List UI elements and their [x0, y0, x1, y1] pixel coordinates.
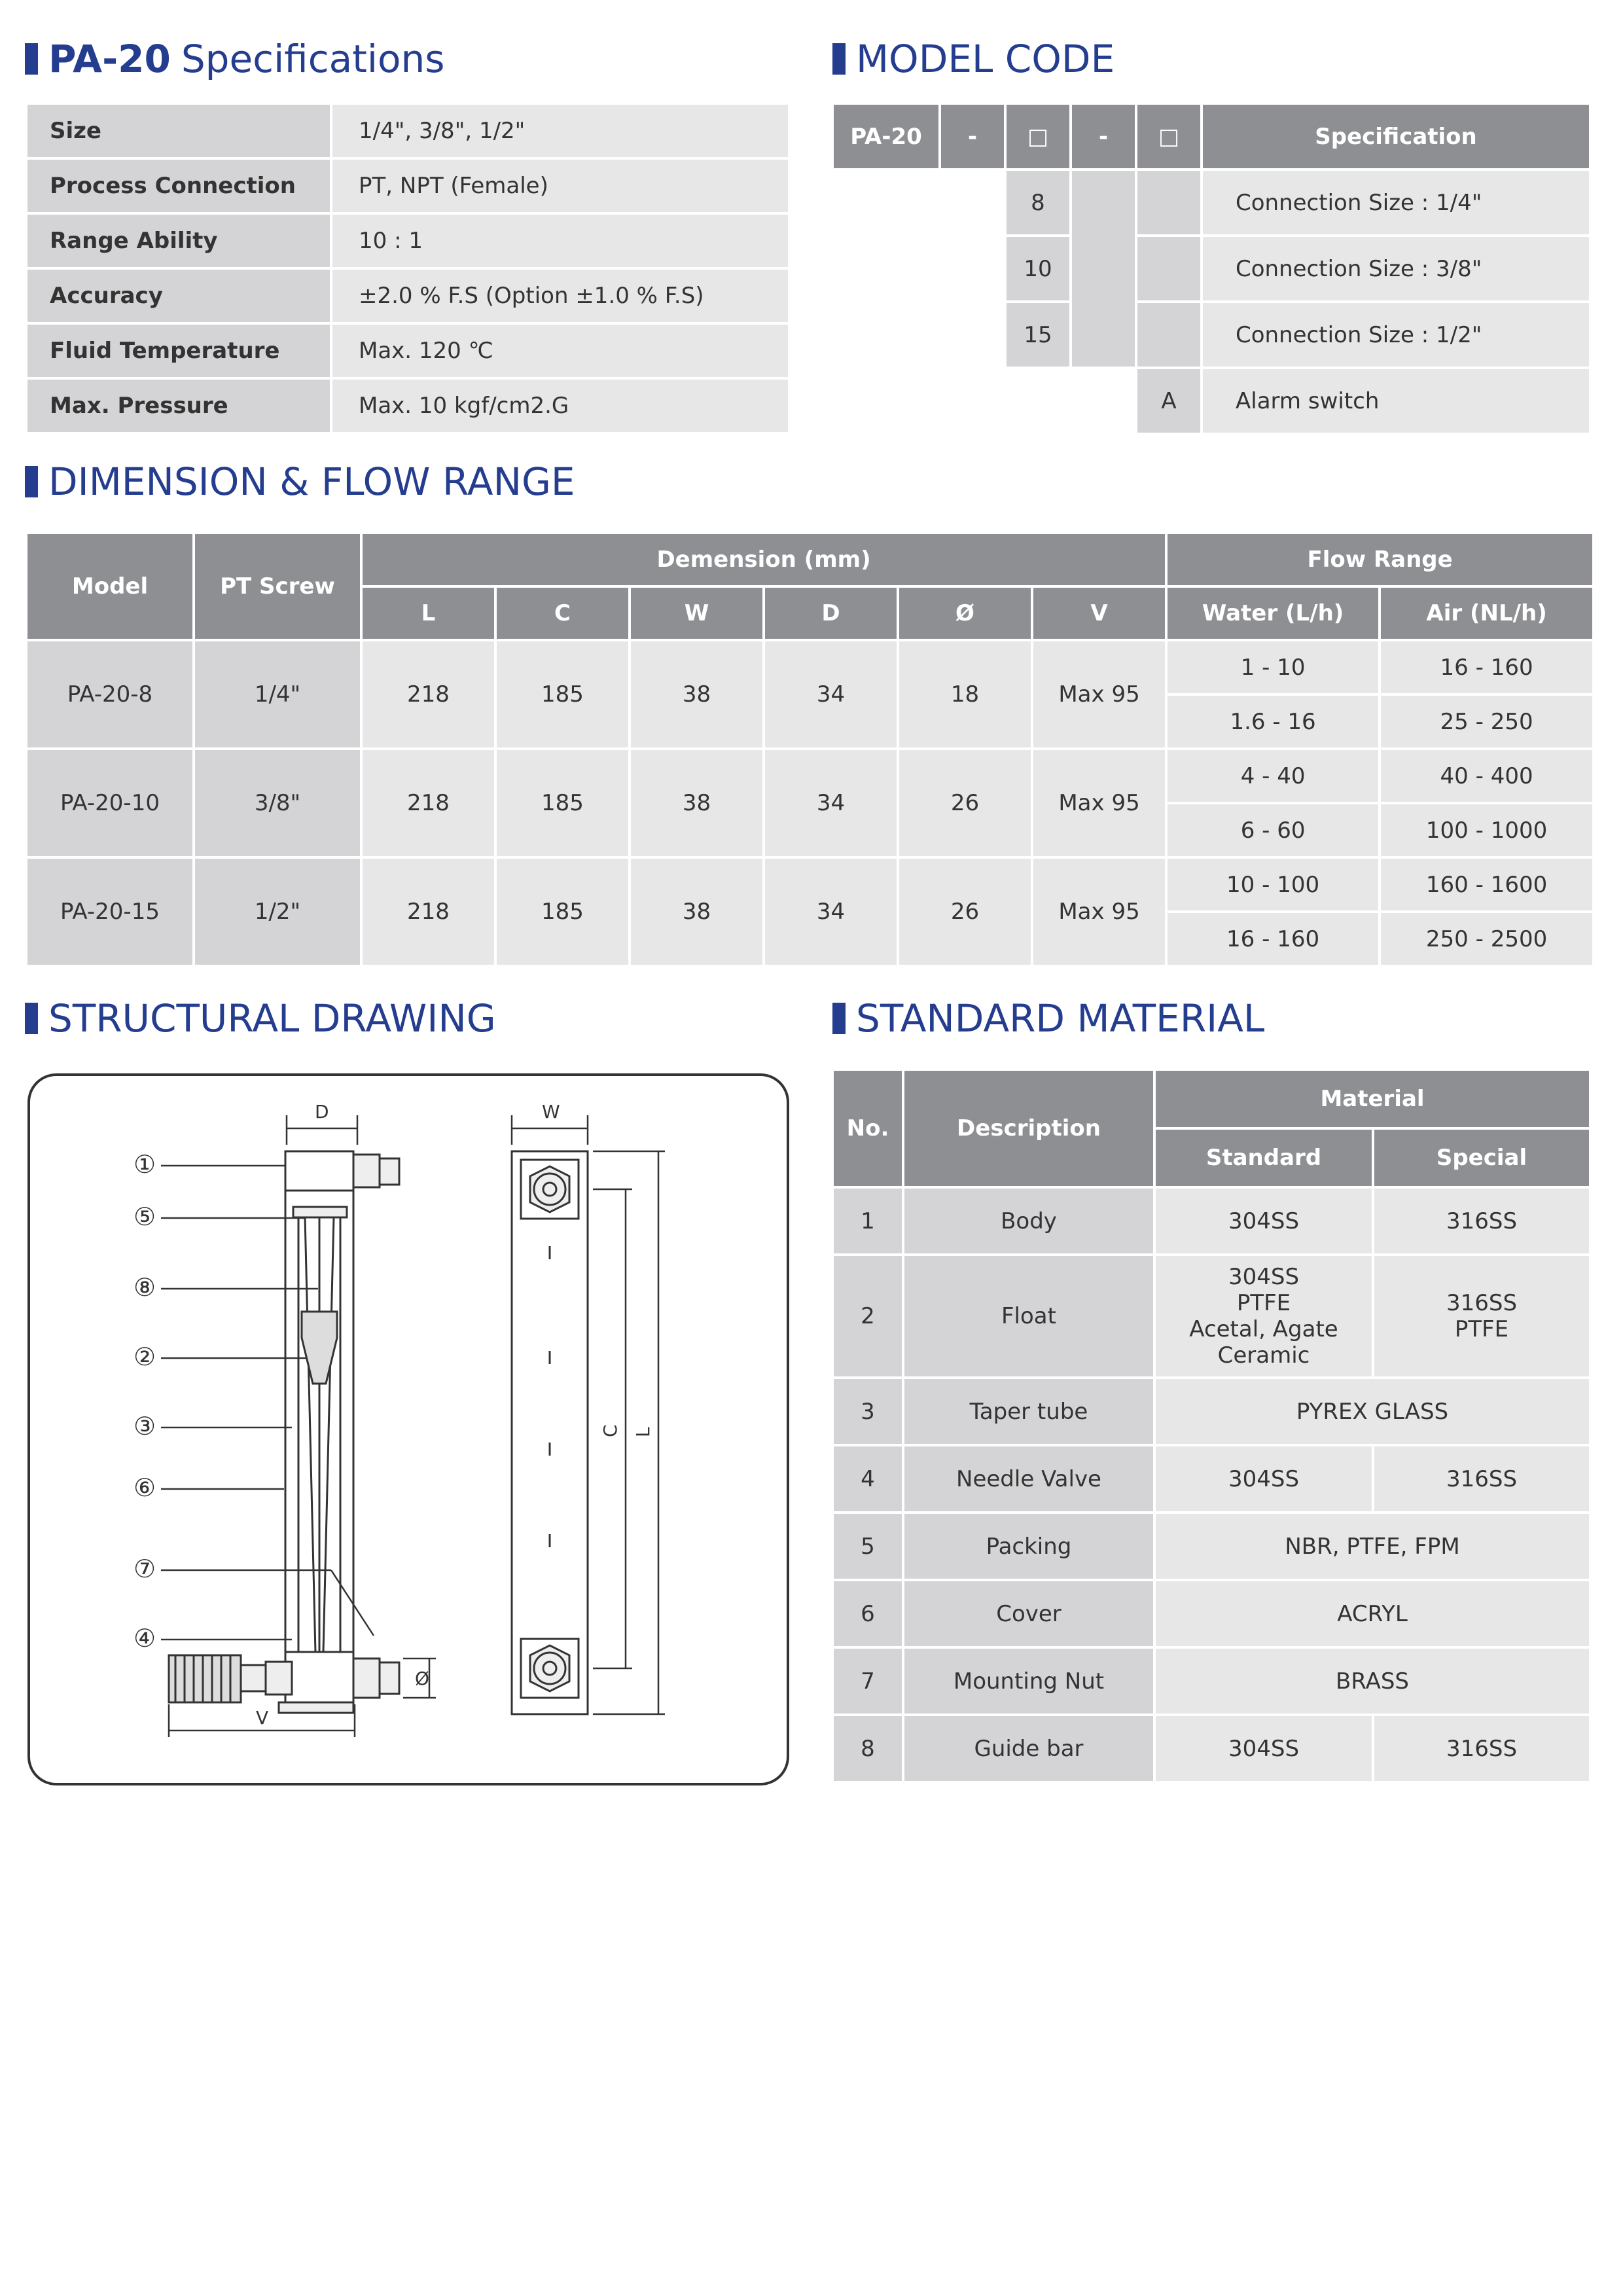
v-cell: Max 95	[1032, 640, 1166, 749]
special-cell: 316SS	[1373, 1187, 1590, 1255]
table-row	[832, 1647, 1590, 1715]
structural-drawing	[27, 1073, 789, 1785]
model-code-spec: Alarm switch	[1202, 368, 1590, 434]
material-title	[832, 995, 1264, 1042]
model-cell: PA-20-15	[26, 857, 194, 966]
material-table	[831, 1068, 1592, 1784]
desc-cell: Guide bar	[903, 1715, 1154, 1782]
label-D: D	[315, 1101, 329, 1122]
spec-key: Process Connection	[26, 158, 331, 213]
spec-table	[25, 102, 791, 435]
header-L: L	[361, 586, 495, 640]
model-code-header-cell: PA-20	[832, 103, 940, 170]
model-code-table	[831, 102, 1592, 435]
v-cell: Max 95	[1032, 857, 1166, 966]
front-view	[169, 1151, 399, 1713]
phi-cell: 26	[898, 857, 1032, 966]
drawing-svg	[30, 1076, 787, 1783]
standard-cell: 304SS	[1154, 1715, 1373, 1782]
table-row	[26, 749, 1594, 803]
title-marker	[25, 43, 38, 75]
spec-row	[26, 213, 789, 268]
no-cell: 1	[832, 1187, 903, 1255]
table-row	[26, 857, 1594, 912]
model-cell: PA-20-10	[26, 749, 194, 857]
size-code: 15	[1005, 302, 1071, 368]
size-code: 8	[1005, 170, 1071, 236]
model-code-row	[832, 236, 1590, 302]
label-W: W	[542, 1101, 560, 1122]
model-code-header-cell: -	[1071, 103, 1136, 170]
pt-cell: 3/8"	[194, 749, 361, 857]
water-cell: 1.6 - 16	[1166, 694, 1380, 749]
standard-line: Acetal, Agate	[1189, 1316, 1338, 1342]
dimension-table	[25, 531, 1595, 967]
v-cell: Max 95	[1032, 749, 1166, 857]
d-cell: 34	[764, 857, 898, 966]
header-description: Description	[903, 1069, 1154, 1187]
label-V: V	[256, 1707, 269, 1729]
spec-title-text: Specifications	[181, 37, 445, 81]
standard-cell: 304SS	[1154, 1187, 1373, 1255]
spec-value: ±2.0 % F.S (Option ±1.0 % F.S)	[331, 268, 789, 323]
spec-key: Range Ability	[26, 213, 331, 268]
side-view	[512, 1151, 588, 1714]
title-marker	[832, 43, 846, 75]
spec-row	[26, 103, 789, 158]
label-L: L	[632, 1427, 654, 1437]
no-cell: 7	[832, 1647, 903, 1715]
material-cell: ACRYL	[1154, 1580, 1590, 1647]
header-phi: Ø	[898, 586, 1032, 640]
header-C: C	[495, 586, 630, 640]
callout-6: ⑥	[134, 1473, 156, 1502]
desc-cell: Needle Valve	[903, 1445, 1154, 1513]
c-cell: 185	[495, 749, 630, 857]
option-code: A	[1136, 368, 1202, 434]
l-cell: 218	[361, 857, 495, 966]
desc-cell: Cover	[903, 1580, 1154, 1647]
drawing-title	[25, 995, 496, 1042]
model-code-title	[832, 35, 1115, 82]
pt-cell: 1/2"	[194, 857, 361, 966]
callout-1: ①	[134, 1150, 156, 1179]
model-code-header-cell: □	[1005, 103, 1071, 170]
material-title-text: STANDARD MATERIAL	[856, 996, 1265, 1041]
phi-cell: 26	[898, 749, 1032, 857]
water-cell: 16 - 160	[1166, 912, 1380, 966]
table-row	[832, 1445, 1590, 1513]
model-code-header-cell: -	[940, 103, 1005, 170]
table-row	[26, 640, 1594, 694]
material-cell: PYREX GLASS	[1154, 1378, 1590, 1445]
header-D: D	[764, 586, 898, 640]
spec-value: Max. 10 kgf/cm2.G	[331, 378, 789, 433]
air-cell: 100 - 1000	[1380, 803, 1594, 857]
title-marker	[25, 466, 38, 497]
spec-title-model: PA-20	[48, 37, 171, 81]
callout-7: ⑦	[134, 1554, 156, 1583]
callout-group	[134, 1150, 156, 1653]
standard-line: Ceramic	[1217, 1342, 1310, 1369]
pt-cell: 1/4"	[194, 640, 361, 749]
standard-cell: 304SS	[1154, 1445, 1373, 1513]
no-cell: 8	[832, 1715, 903, 1782]
material-cell: NBR, PTFE, FPM	[1154, 1513, 1590, 1580]
header-pt-screw: PT Screw	[194, 533, 361, 640]
l-cell: 218	[361, 640, 495, 749]
callout-3: ③	[134, 1412, 156, 1441]
spec-row	[26, 158, 789, 213]
header-W: W	[630, 586, 764, 640]
model-code-spec: Connection Size : 3/8"	[1202, 236, 1590, 302]
standard-line: PTFE	[1236, 1290, 1291, 1316]
table-row	[832, 1580, 1590, 1647]
spec-key: Accuracy	[26, 268, 331, 323]
header-no: No.	[832, 1069, 903, 1187]
spec-value: 10 : 1	[331, 213, 789, 268]
model-code-row	[832, 368, 1590, 434]
no-cell: 5	[832, 1513, 903, 1580]
water-cell: 6 - 60	[1166, 803, 1380, 857]
spec-key: Max. Pressure	[26, 378, 331, 433]
c-cell: 185	[495, 640, 630, 749]
standard-line: 304SS	[1228, 1264, 1300, 1290]
w-cell: 38	[630, 749, 764, 857]
water-cell: 10 - 100	[1166, 857, 1380, 912]
dimension-title-text: DIMENSION & FLOW RANGE	[48, 459, 575, 504]
spec-value: PT, NPT (Female)	[331, 158, 789, 213]
callout-4: ④	[134, 1624, 156, 1653]
model-code-row	[832, 302, 1590, 368]
spec-value: Max. 120 ℃	[331, 323, 789, 378]
label-phi: Ø	[415, 1668, 430, 1689]
model-code-spec: Connection Size : 1/4"	[1202, 170, 1590, 236]
dimension-header-row	[26, 533, 1594, 586]
no-cell: 3	[832, 1378, 903, 1445]
header-flow-range: Flow Range	[1166, 533, 1594, 586]
table-row	[832, 1513, 1590, 1580]
special-cell: 316SS	[1373, 1715, 1590, 1782]
spec-row	[26, 268, 789, 323]
water-cell: 1 - 10	[1166, 640, 1380, 694]
size-code: 10	[1005, 236, 1071, 302]
no-cell: 6	[832, 1580, 903, 1647]
desc-cell: Float	[903, 1255, 1154, 1378]
title-marker	[832, 1003, 846, 1034]
dimension-title	[25, 458, 575, 505]
header-air: Air (NL/h)	[1380, 586, 1594, 640]
w-cell: 38	[630, 640, 764, 749]
material-header-row	[832, 1069, 1590, 1128]
special-cell	[1373, 1255, 1590, 1378]
model-code-header-row	[832, 103, 1590, 170]
material-cell: BRASS	[1154, 1647, 1590, 1715]
header-water: Water (L/h)	[1166, 586, 1380, 640]
spec-row	[26, 378, 789, 433]
water-cell: 4 - 40	[1166, 749, 1380, 803]
l-cell: 218	[361, 749, 495, 857]
special-line: PTFE	[1454, 1316, 1509, 1342]
header-standard: Standard	[1154, 1128, 1373, 1187]
callout-8: ⑧	[134, 1273, 156, 1302]
spec-key: Fluid Temperature	[26, 323, 331, 378]
title-marker	[25, 1003, 38, 1034]
table-row	[832, 1715, 1590, 1782]
special-cell: 316SS	[1373, 1445, 1590, 1513]
air-cell: 160 - 1600	[1380, 857, 1594, 912]
c-cell: 185	[495, 857, 630, 966]
no-cell: 4	[832, 1445, 903, 1513]
spec-value: 1/4", 3/8", 1/2"	[331, 103, 789, 158]
callout-5: ⑤	[134, 1202, 156, 1231]
leader-lines	[161, 1166, 374, 1640]
model-cell: PA-20-8	[26, 640, 194, 749]
w-cell: 38	[630, 857, 764, 966]
no-cell: 2	[832, 1255, 903, 1378]
special-line: 316SS	[1446, 1290, 1518, 1316]
air-cell: 40 - 400	[1380, 749, 1594, 803]
air-cell: 16 - 160	[1380, 640, 1594, 694]
air-cell: 25 - 250	[1380, 694, 1594, 749]
header-model: Model	[26, 533, 194, 640]
callout-2: ②	[134, 1342, 156, 1371]
table-row	[832, 1378, 1590, 1445]
model-code-spec: Connection Size : 1/2"	[1202, 302, 1590, 368]
desc-cell: Packing	[903, 1513, 1154, 1580]
desc-cell: Body	[903, 1187, 1154, 1255]
table-row	[832, 1187, 1590, 1255]
desc-cell: Mounting Nut	[903, 1647, 1154, 1715]
phi-cell: 18	[898, 640, 1032, 749]
model-code-header-cell: Specification	[1202, 103, 1590, 170]
header-material: Material	[1154, 1069, 1590, 1128]
model-code-header-cell: □	[1136, 103, 1202, 170]
standard-cell	[1154, 1255, 1373, 1378]
d-cell: 34	[764, 749, 898, 857]
model-code-row	[832, 170, 1590, 236]
header-V: V	[1032, 586, 1166, 640]
air-cell: 250 - 2500	[1380, 912, 1594, 966]
drawing-title-text: STRUCTURAL DRAWING	[48, 996, 496, 1041]
header-special: Special	[1373, 1128, 1590, 1187]
d-cell: 34	[764, 640, 898, 749]
spec-section-title	[25, 35, 444, 82]
header-dimension: Demension (mm)	[361, 533, 1166, 586]
label-C: C	[599, 1424, 621, 1437]
table-row	[832, 1255, 1590, 1378]
desc-cell: Taper tube	[903, 1378, 1154, 1445]
spec-key: Size	[26, 103, 331, 158]
model-code-title-text: MODEL CODE	[856, 37, 1115, 81]
spec-row	[26, 323, 789, 378]
